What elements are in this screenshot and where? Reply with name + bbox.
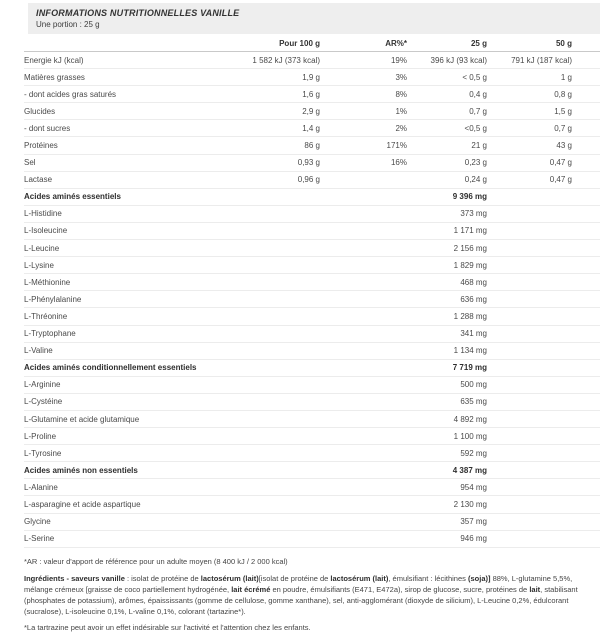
table-row: [24, 377, 600, 394]
table-row: [24, 326, 600, 343]
row-label: Acides aminés conditionnellement essentiels: [24, 363, 197, 373]
ingredient-bold-text: lait écrémé: [231, 584, 271, 594]
row-label: - dont sucres: [24, 123, 71, 133]
value-per-25g: 2 130 mg: [453, 499, 487, 509]
ingredient-text: , stabilisant (phosphates de potassium), arômes, épaississants (gomme de cellulose, gomme xanthane), sel, anti-agglomérant (dioxyde de silicium), L-Leucine 0,2%, édulcorant (sucralose), L-isoleucine 0,1%, L-valine 0,1%, colorant (tartazine*).: [24, 584, 578, 616]
table-body: [24, 52, 600, 548]
row-label: L-Thréonine: [24, 311, 68, 321]
panel-header: [28, 3, 600, 34]
value-ar-percent: 8%: [395, 89, 407, 99]
value-per-25g: 7 719 mg: [452, 363, 487, 373]
row-label: Protéines: [24, 141, 58, 151]
row-label: L-Serine: [24, 534, 55, 544]
value-per-50g: 0,7 g: [554, 123, 572, 133]
value-per-25g: 341 mg: [460, 329, 487, 339]
table-row: [24, 411, 600, 428]
row-label: L-Cystéine: [24, 397, 63, 407]
table-row: [24, 69, 600, 86]
ingredient-text: en poudre, émulsifiants (E471, E472a), sirop de glucose, sucre, protéines de: [270, 584, 530, 594]
row-label: L-Tyrosine: [24, 448, 62, 458]
value-per-100g: 1 582 kJ (373 kcal): [252, 55, 320, 65]
nutrition-table: [24, 35, 600, 548]
value-ar-percent: 1%: [395, 106, 407, 116]
value-per-25g: 1 100 mg: [453, 431, 487, 441]
table-header-row: [24, 35, 600, 52]
value-per-25g: < 0,5 g: [462, 72, 487, 82]
ingredient-text: , émulsifiant : lécithines: [388, 573, 468, 583]
ingredient-bold-text: (soja)]: [467, 573, 491, 583]
column-header: AR%*: [385, 39, 407, 48]
value-per-25g: 396 kJ (93 kcal): [430, 55, 487, 65]
row-label: L-Leucine: [24, 243, 60, 253]
table-row: [24, 445, 600, 462]
value-per-25g: 592 mg: [460, 448, 487, 458]
value-per-25g: 946 mg: [460, 534, 487, 544]
value-per-25g: 357 mg: [460, 517, 487, 527]
value-per-50g: 0,8 g: [554, 89, 572, 99]
value-per-25g: 4 387 mg: [452, 465, 487, 475]
row-label: L-Proline: [24, 431, 57, 441]
value-per-25g: 635 mg: [460, 397, 487, 407]
table-row: [24, 343, 600, 360]
row-label: L-Lysine: [24, 260, 54, 270]
table-row: [24, 514, 600, 531]
serving-size-label: Une portion : 25 g: [36, 20, 100, 29]
table-row: [24, 531, 600, 548]
value-per-50g: 0,47 g: [549, 158, 572, 168]
ingredient-bold-text: lactosérum (lait): [200, 573, 259, 583]
value-per-25g: 636 mg: [460, 294, 487, 304]
table-row: [24, 120, 600, 137]
value-per-50g: 43 g: [556, 141, 572, 151]
row-label: Energie kJ (kcal): [24, 55, 84, 65]
table-row: [24, 479, 600, 496]
value-per-100g: 1,4 g: [302, 123, 320, 133]
table-row: [24, 257, 600, 274]
value-ar-percent: 3%: [395, 72, 407, 82]
row-label: L-asparagine et acide aspartique: [24, 499, 141, 509]
value-per-25g: 0,4 g: [469, 89, 487, 99]
row-label: Acides aminés non essentiels: [24, 465, 138, 475]
row-label: L-Histidine: [24, 209, 62, 219]
value-ar-percent: 2%: [395, 123, 407, 133]
value-per-100g: 86 g: [304, 141, 320, 151]
row-label: Sel: [24, 158, 36, 168]
value-per-25g: 468 mg: [460, 277, 487, 287]
row-label: L-Valine: [24, 346, 53, 356]
value-per-50g: 1 g: [560, 72, 572, 82]
column-header-empty: [24, 39, 227, 48]
row-label: Glycine: [24, 517, 51, 527]
value-per-50g: 791 kJ (187 kcal): [511, 55, 572, 65]
ingredient-bold-text: lactosérum (lait): [330, 573, 389, 583]
value-per-25g: 0,23 g: [464, 158, 487, 168]
row-label: Lactase: [24, 175, 53, 185]
value-per-25g: 21 g: [471, 141, 487, 151]
row-label: L-Phénylalanine: [24, 294, 82, 304]
table-row: [24, 155, 600, 172]
row-label: Acides aminés essentiels: [24, 192, 121, 202]
row-label: L-Alanine: [24, 482, 58, 492]
column-header: 25 g: [470, 39, 487, 48]
row-label: L-Isoleucine: [24, 226, 68, 236]
column-header: 50 g: [555, 39, 572, 48]
value-per-25g: 4 892 mg: [453, 414, 487, 424]
row-label: Glucides: [24, 106, 56, 116]
value-per-50g: 1,5 g: [554, 106, 572, 116]
table-row: [24, 428, 600, 445]
table-row: [24, 274, 600, 291]
section-row: [24, 189, 600, 206]
value-per-25g: 0,7 g: [469, 106, 487, 116]
value-per-100g: 1,9 g: [302, 72, 320, 82]
value-per-25g: <0,5 g: [464, 123, 487, 133]
allergen-footnote: *La tartrazine peut avoir un effet indésirable sur l'activité et l'attention chez les enfants.: [24, 622, 311, 632]
ingredient-text: [isolat de protéine de: [258, 573, 331, 583]
row-label: L-Arginine: [24, 380, 61, 390]
ingredients-paragraph: [24, 573, 600, 617]
ar-reference-footnote: *AR : valeur d'apport de référence pour un adulte moyen (8 400 kJ / 2 000 kcal): [24, 556, 288, 566]
table-row: [24, 103, 600, 120]
value-per-25g: 373 mg: [460, 209, 487, 219]
section-row: [24, 360, 600, 377]
value-ar-percent: 19%: [390, 55, 407, 65]
column-header: Pour 100 g: [279, 39, 320, 48]
table-row: [24, 206, 600, 223]
value-ar-percent: 171%: [386, 141, 407, 151]
table-row: [24, 52, 600, 69]
value-per-25g: 954 mg: [460, 482, 487, 492]
row-label: - dont acides gras saturés: [24, 89, 117, 99]
table-row: [24, 223, 600, 240]
table-row: [24, 172, 600, 189]
section-row: [24, 462, 600, 479]
value-per-25g: 1 171 mg: [453, 226, 487, 236]
row-label: Matières grasses: [24, 72, 85, 82]
value-ar-percent: 16%: [390, 158, 407, 168]
value-per-100g: 2,9 g: [302, 106, 320, 116]
row-label: L-Méthionine: [24, 277, 71, 287]
table-row: [24, 86, 600, 103]
value-per-25g: 1 288 mg: [453, 311, 487, 321]
value-per-25g: 0,24 g: [464, 175, 487, 185]
value-per-50g: 0,47 g: [549, 175, 572, 185]
value-per-25g: 9 396 mg: [452, 192, 487, 202]
table-row: [24, 394, 600, 411]
value-per-25g: 2 156 mg: [453, 243, 487, 253]
row-label: L-Tryptophane: [24, 329, 76, 339]
value-per-25g: 500 mg: [460, 380, 487, 390]
panel-title: INFORMATIONS NUTRITIONNELLES VANILLE: [36, 8, 240, 18]
value-per-100g: 0,96 g: [297, 175, 320, 185]
value-per-25g: 1 829 mg: [453, 260, 487, 270]
value-per-25g: 1 134 mg: [453, 346, 487, 356]
table-row: [24, 240, 600, 257]
ingredient-text: : isolat de protéine de: [124, 573, 201, 583]
ingredient-bold-text: lait: [529, 584, 541, 594]
ingredient-bold-text: Ingrédients - saveurs vanille: [24, 573, 125, 583]
value-per-100g: 0,93 g: [297, 158, 320, 168]
table-row: [24, 291, 600, 308]
ingredient-text: 88%, L-glutamine 5,5%, mélange crémeux [graisse de coco partiellement hydrogénée,: [24, 573, 573, 594]
row-label: L-Glutamine et acide glutamique: [24, 414, 140, 424]
value-per-100g: 1,6 g: [302, 89, 320, 99]
table-row: [24, 137, 600, 154]
table-row: [24, 308, 600, 325]
table-row: [24, 496, 600, 513]
